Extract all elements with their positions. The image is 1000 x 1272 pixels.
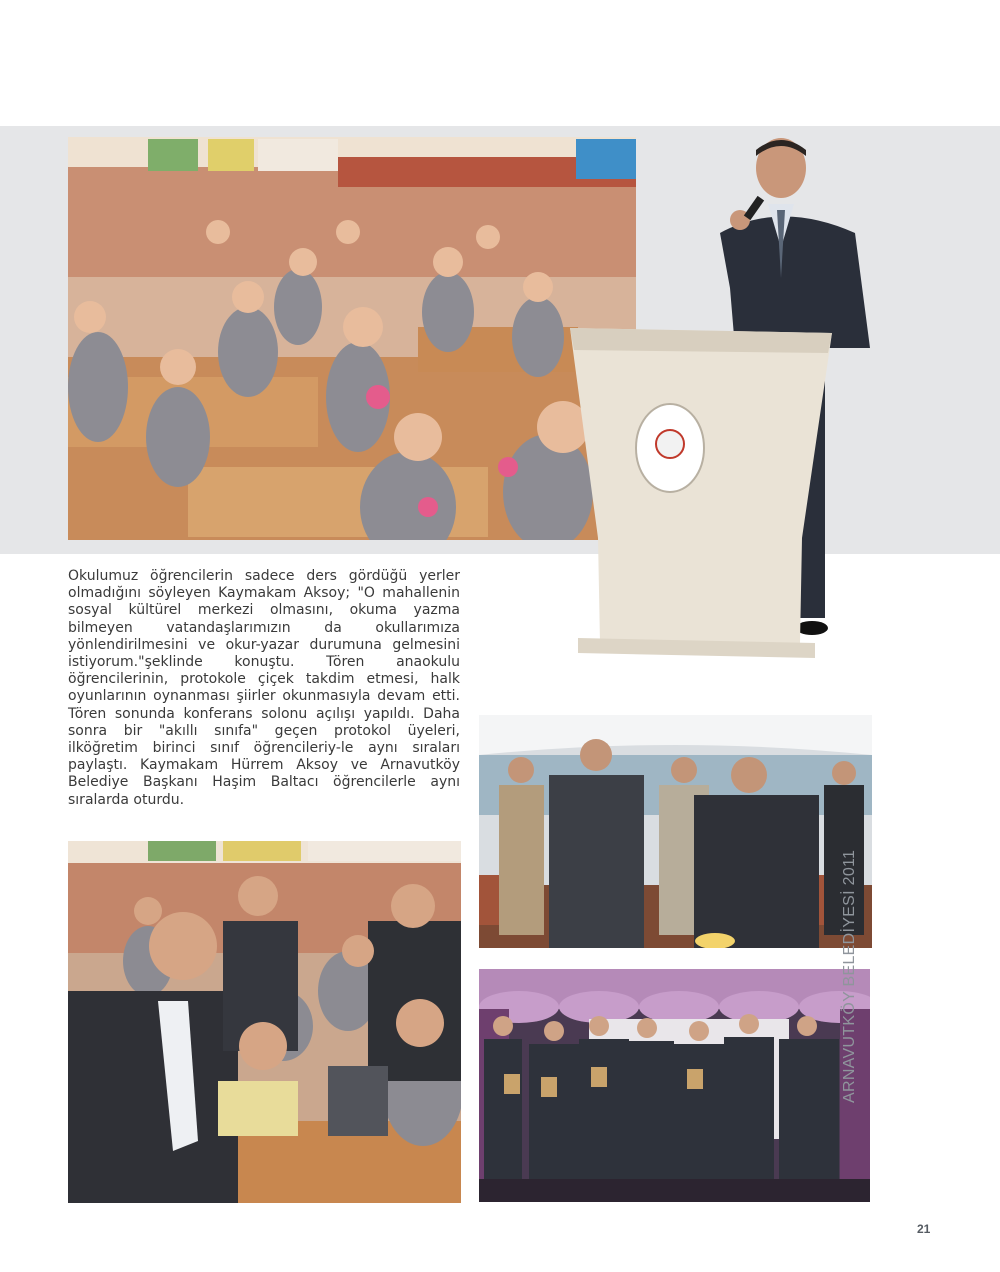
speaker-podium-photo: [570, 138, 875, 690]
officials-with-children-photo: [68, 841, 461, 1203]
side-publication-label: ARNAVUTKÖY BELEDİYESİ 2011: [841, 849, 858, 1103]
page-number: 21: [917, 1222, 931, 1236]
handshake-ceremony-photo: [479, 715, 872, 948]
award-ceremony-photo: [479, 969, 870, 1202]
classroom-students-photo: [68, 137, 636, 540]
article-body: Okulumuz öğrencilerin sadece ders gördüğü yerler olmadığını söyleyen Kaymakam Aksoy; "O mahallenin sosyal kültürel merkezi olmasını, okuma yazma bilmeyen vatandaşlarımızın da okullarımıza yönlendirilmesini ve okur-yazar durumuna gelmesini istiyorum."şeklinde konuştu. Tören anaokulu öğrencilerinin, protokole çiçek takdim etmesi, halk oyunlarının oynanması şiirler okunmasıyla devam etti. Tören sonunda konferans solonu açılışı yapıldı. Daha sonra bir "akıllı sınıfa" geçen protokol üyeleri, ilköğretim birinci sınıf öğrencileriy-le aynı sıraları paylaştı. Kaymakam Hürrem Aksoy ve Arnavutköy Belediye Başkanı Haşim Baltacı öğrencilerle aynı sıralarda oturdu.: [68, 568, 460, 808]
